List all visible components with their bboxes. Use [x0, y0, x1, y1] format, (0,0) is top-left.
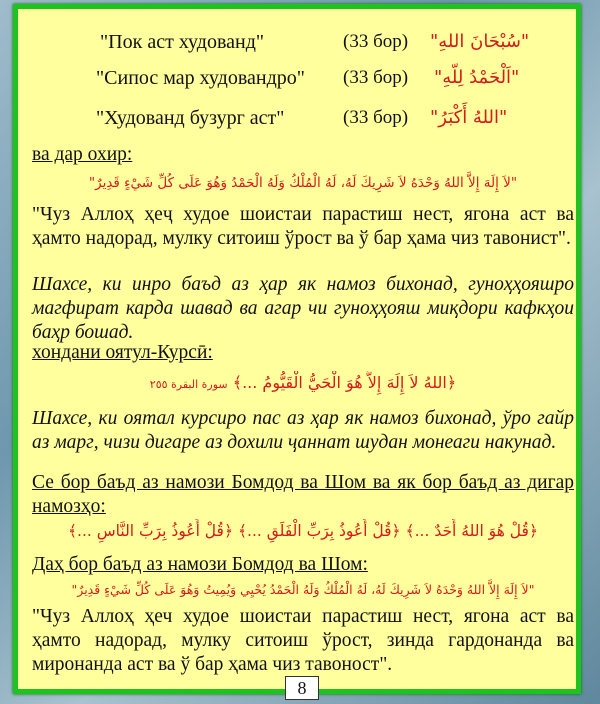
dhikr-count: (33 бор) — [343, 67, 409, 88]
page-number: 8 — [285, 676, 319, 700]
kursi-heading: хондани оятул-Курсӣ: — [32, 342, 213, 363]
kursi-arabic: ﴿اللهُ لاَ إِلَهَ إِلاَّ هُوَ الْحَيُّ الْقَيُّومُ ...﴾ — [232, 373, 457, 392]
finally-heading: ва дар охир: — [32, 144, 133, 165]
dhikr-count: (33 бор) — [343, 31, 409, 52]
three-arabic: ﴿قُلْ هُوَ اللهُ أَحَدٌ ...﴾ ﴿قُلْ أَعُوذُ بِرَبِّ الْفَلَقِ ...﴾ ﴿قُلْ أَعُوذُ بِرَبِّ النَّاسِ ...﴾ — [67, 522, 539, 540]
three-heading: Се бор баъд аз намози Бомдод ва Шом ва як бор баъд аз дигар намозҳо: — [32, 472, 574, 517]
dhikr-row — [18, 31, 576, 61]
tahlil-translation: "Чуз Аллоҳ ҳеҷ худое шоистаи парастиш нест, ягона аст ва ҳамто надорад, мулку ситоиш ўрост ва ў бар ҳама чиз тавонист". — [32, 204, 574, 249]
dhikr-tajik: "Сипос мар худовандро" — [96, 67, 305, 89]
tahlil-arabic: "لاَ إِلَهَ إِلاَّ اللهُ وَحْدَهُ لاَ شَرِيكَ لَهُ، لَهُ الْمُلْكُ وَلَهُ الْحَمْدُ وَهُوَ عَلَى كُلِّ شَيْءٍ قَدِيرٌ" — [88, 175, 518, 191]
kursi-arabic-line — [32, 371, 574, 397]
dhikr-row — [18, 107, 576, 137]
kursi-source: سورة البقرة ٢٥٥ — [149, 378, 228, 391]
dhikr-arabic: "سُبْحَانَ اللهِ" — [430, 31, 530, 52]
tahlil-virtue: Шахсе, ки инро баъд аз ҳар як намоз бихонад, гуноҳҳояшро магфират карда шавад ва агар чи гуноҳҳояш миқдори кафкҳои баҳр бошад. — [32, 274, 574, 343]
dhikr-tajik: "Худованд бузург аст" — [96, 107, 285, 129]
dhikr-arabic: "اللهُ أَكْبَرُ" — [430, 107, 508, 128]
ten-translation: "Чуз Аллоҳ ҳеч худое шоистаи парастиш нест, ягона аст ва ҳамто надорад, мулку ситоиш ўрост, зинда гардонанда ва миронанда аст ва ў бар ҳама чиз тавоност". — [32, 606, 574, 675]
page-frame — [13, 4, 581, 694]
dhikr-tajik: "Пок аст худованд" — [100, 31, 265, 53]
kursi-virtue: Шахсе, ки оятал курсиро пас аз ҳар як намоз бихонад, ўро гайр аз марг, чизи дигаре аз дохили ҷаннат шудан монеаги накунад. — [32, 408, 574, 453]
dhikr-count: (33 бор) — [343, 107, 409, 128]
ten-arabic: "لاَ إِلَهَ إِلاَّ اللهُ وَحْدَهُ لاَ شَرِيكَ لَهُ، لَهُ الْمُلْكُ وَلَهُ الْحَمْدُ يُحْيِي وَيُمِيتُ وَهُوَ عَلَى كُلِّ شَيْءٍ قَدِيرٌ" — [71, 582, 535, 597]
ten-heading: Даҳ бор баъд аз намози Бомдод ва Шом: — [32, 554, 368, 575]
dhikr-arabic: "اَلْحَمْدُ لِلّهِ" — [434, 67, 520, 88]
dhikr-row — [18, 67, 576, 97]
